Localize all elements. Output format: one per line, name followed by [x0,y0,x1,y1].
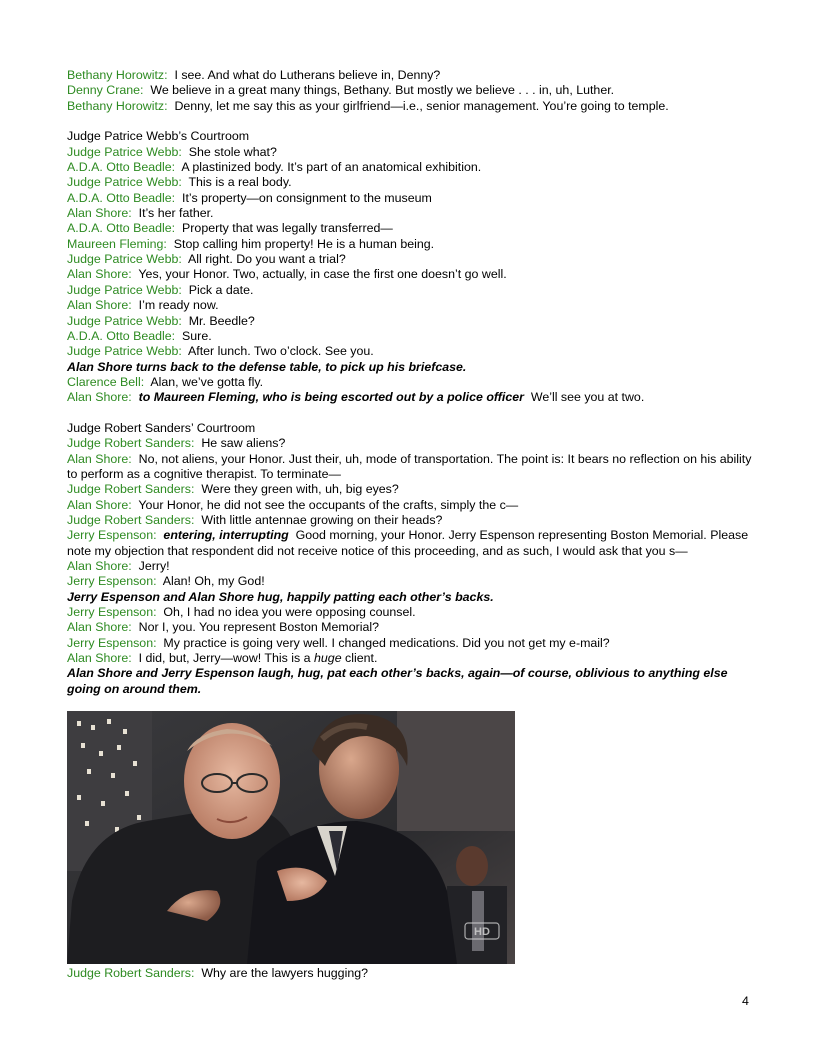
dialogue-text: Good morning, your Honor. Jerry Espenson representing Boston Memorial. Please note my objection that respondent did not receive notice of this proceeding, and as such, I would ask that you s— [67,528,749,558]
dialogue-line [67,237,757,252]
dialogue-line [67,513,757,528]
dialogue-text: Were they green with, uh, big eyes? [201,482,399,497]
dialogue-text: He saw aliens? [201,436,286,451]
dialogue-line [67,329,757,344]
scene-heading: Judge Patrice Webb’s Courtroom [67,129,250,144]
speaker-name: A.D.A. Otto Beadle: [67,328,176,343]
dialogue-block-1 [67,68,757,114]
speaker-name: Jerry Espenson: [67,635,157,650]
page-number: 4 [742,994,749,1008]
dialogue-block-3 [67,436,757,528]
speaker-name: Judge Patrice Webb: [67,282,182,297]
speaker-name: Judge Patrice Webb: [67,313,182,328]
speaker-name: Bethany Horowitz: [67,68,168,82]
dialogue-line [67,559,757,574]
speaker-name: Alan Shore: [67,620,132,635]
dialogue-block-2b [67,375,757,390]
hd-watermark: HD [474,926,490,938]
dialogue-text: All right. Do you want a trial? [188,252,346,267]
dialogue-text: It’s her father. [138,206,214,221]
dialogue-line [67,252,757,267]
speaker-name: Jerry Espenson: [67,574,157,589]
dialogue-line [67,298,757,313]
speaker-name: Alan Shore: [67,651,132,666]
speaker-name: Alan Shore: [67,451,132,466]
dialogue-text: Stop calling him property! He is a human being. [173,236,435,251]
speaker-name: Maureen Fleming: [67,236,167,251]
speaker-name: Clarence Bell: [67,374,145,389]
speaker-name: Judge Robert Sanders: [67,512,195,527]
dialogue-line [67,99,757,114]
dialogue-text: My practice is going very well. I changed medications. Did you not get my e-mail? [163,635,610,650]
inline-direction: to Maureen Fleming, who is being escorted out by a police officer [138,390,524,405]
dialogue-block-5 [67,605,757,651]
dialogue-text: Your Honor, he did not see the occupants of the crafts, simply the c— [138,497,519,512]
dialogue-line [67,267,757,282]
dialogue-text: Alan! Oh, my God! [162,574,265,589]
dialogue-line [67,574,757,589]
transcript-body [67,68,757,697]
speaker-name: Alan Shore: [67,497,132,512]
dialogue-line [67,68,757,83]
stage-direction: Alan Shore and Jerry Espenson laugh, hug, pat each other’s backs, again—of course, oblivious to anything else going on around them. [67,666,728,696]
dialogue-line [67,498,757,513]
dialogue-line [67,83,757,98]
dialogue-text: I did, but, Jerry—wow! This is a [138,651,311,666]
speaker-name: Judge Robert Sanders: [67,436,195,451]
dialogue-line [67,191,757,206]
speaker-name: Alan Shore: [67,206,132,221]
scene-heading: Judge Robert Sanders’ Courtroom [67,420,256,435]
dialogue-line [67,620,757,635]
speaker-name: Alan Shore: [67,390,132,405]
dialogue-text: A plastinized body. It’s part of an anatomical exhibition. [181,160,482,175]
inline-direction: entering, interrupting [163,528,289,543]
dialogue-line [67,390,757,405]
dialogue-line [67,344,757,359]
blank-line [67,406,757,421]
dialogue-text: Oh, I had no idea you were opposing counsel. [163,605,416,620]
dialogue-text: She stole what? [188,144,277,159]
emphasis-text: huge [314,651,342,666]
photo-caption [67,966,757,981]
dialogue-line [67,145,757,160]
dialogue-block-4 [67,559,757,590]
dialogue-text: Yes, your Honor. Two, actually, in case the first one doesn’t go well. [138,267,507,282]
dialogue-text: We’ll see you at two. [530,390,645,405]
speaker-name: Bethany Horowitz: [67,98,168,113]
dialogue-text: Property that was legally transferred— [182,221,393,236]
dialogue-text: Sure. [182,328,212,343]
dialogue-text: With little antennae growing on their heads? [201,512,443,527]
dialogue-text: This is a real body. [188,175,292,190]
dialogue-text: Why are the lawyers hugging? [201,966,369,980]
dialogue-text: We believe in a great many things, Bethany. But mostly we believe . . . in, uh, Luther. [150,83,615,98]
dialogue-line [67,375,757,390]
dialogue-line [67,651,757,666]
dialogue-text: Nor I, you. You represent Boston Memorial? [138,620,380,635]
dialogue-text: It’s property—on consignment to the museum [182,190,432,205]
dialogue-text: Alan, we’ve gotta fly. [150,374,264,389]
speaker-name: Alan Shore: [67,298,132,313]
speaker-name: Judge Patrice Webb: [67,144,182,159]
dialogue-line [67,314,757,329]
dialogue-text: After lunch. Two o’clock. See you. [188,344,374,359]
dialogue-line [67,452,757,483]
blank-line [67,114,757,129]
dialogue-line [67,206,757,221]
speaker-name: Judge Patrice Webb: [67,344,182,359]
dialogue-line [67,482,757,497]
dialogue-text: Pick a date. [188,282,254,297]
stage-direction: Jerry Espenson and Alan Shore hug, happily patting each other’s backs. [67,589,494,604]
dialogue-line [67,605,757,620]
dialogue-text: I’m ready now. [138,298,219,313]
speaker-name: Jerry Espenson: [67,605,157,620]
dialogue-line [67,221,757,236]
speaker-name: Alan Shore: [67,559,132,573]
speaker-name: Denny Crane: [67,83,144,98]
dialogue-line [67,283,757,298]
speaker-name: Judge Robert Sanders: [67,966,195,980]
speaker-name: A.D.A. Otto Beadle: [67,221,176,236]
dialogue-text: No, not aliens, your Honor. Just their, uh, mode of transportation. The point is: It bears no reflection on his ability to perform as a cognitive therapist. To terminate— [67,451,752,481]
stage-direction: Alan Shore turns back to the defense table, to pick up his briefcase. [67,359,467,374]
dialogue-text: Jerry! [138,559,170,573]
dialogue-text: Denny, let me say this as your girlfriend—i.e., senior management. You’re going to temple. [174,98,669,113]
dialogue-block-2 [67,145,757,360]
speaker-name: Judge Patrice Webb: [67,175,182,190]
speaker-name: A.D.A. Otto Beadle: [67,190,176,205]
dialogue-text: client. [345,651,378,666]
dialogue-line [67,528,757,559]
speaker-name: Alan Shore: [67,267,132,282]
dialogue-line [67,636,757,651]
scene-photo [67,711,515,964]
speaker-name: A.D.A. Otto Beadle: [67,160,176,175]
dialogue-text: Mr. Beedle? [188,313,255,328]
speaker-name: Judge Patrice Webb: [67,252,182,267]
dialogue-text: I see. And what do Lutherans believe in, Denny? [174,68,441,82]
dialogue-line [67,160,757,175]
speaker-name: Judge Robert Sanders: [67,482,195,497]
dialogue-line [67,175,757,190]
dialogue-line [67,436,757,451]
speaker-name: Jerry Espenson: [67,528,157,543]
